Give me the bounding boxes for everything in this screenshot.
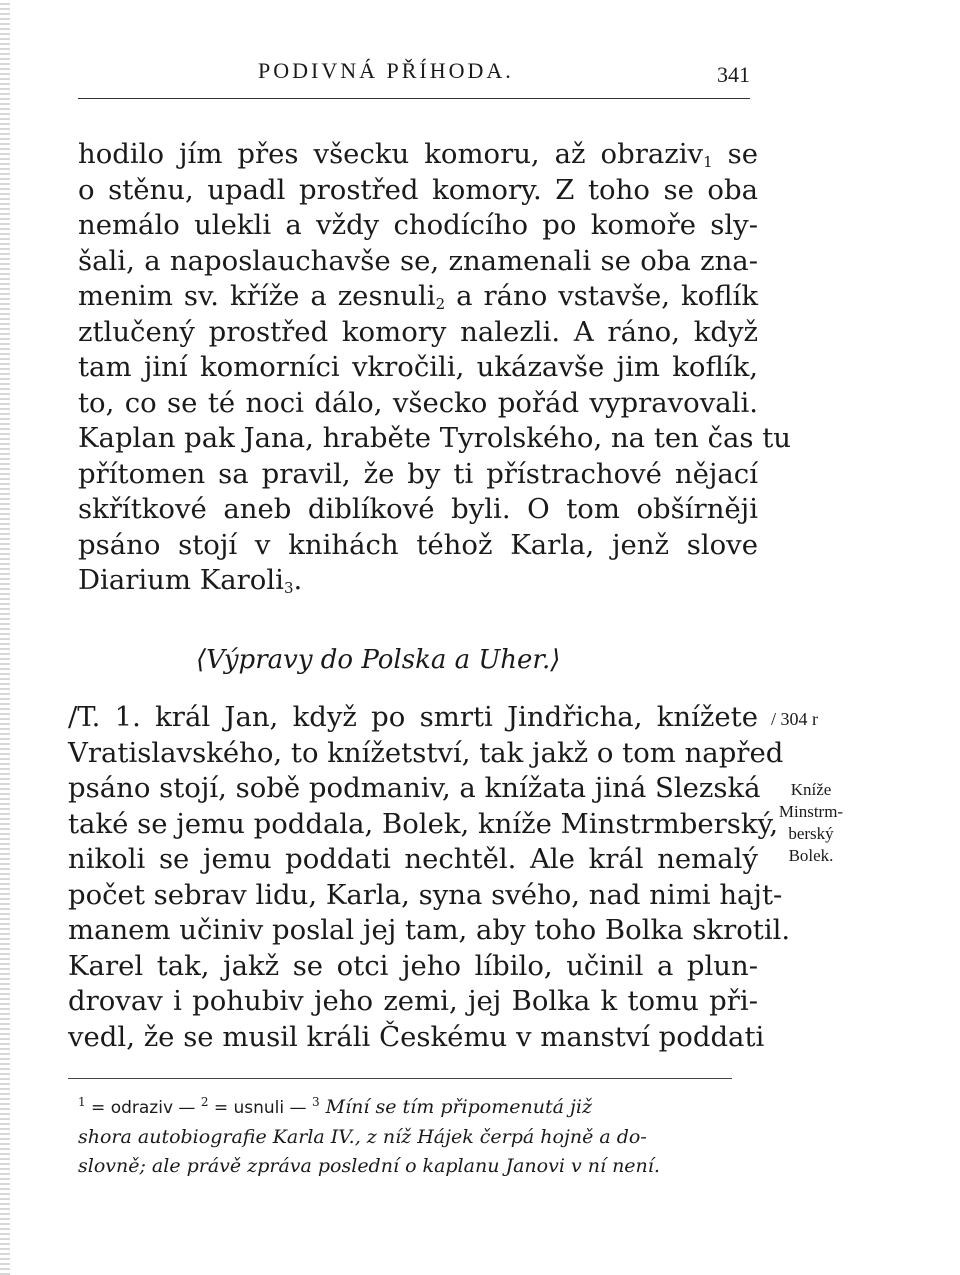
scan-edge-texture — [0, 0, 10, 1275]
running-head-title: PODIVNÁ PŘÍHODA. — [258, 58, 514, 83]
footnote-line: shora autobiografie Karla IV., z níž Hájek čerpá hojně a do- — [78, 1126, 647, 1148]
footnote-divider — [68, 1078, 732, 1079]
text-line: hodilo jím přes všecku komoru, až obraziv$_1$ se — [78, 138, 758, 171]
text-line: Karel tak, jakž se otci jeho líbilo, učinil a plun- — [68, 949, 758, 982]
text-line: drovav i pohubiv jeho zemi, jej Bolka k tomu při- — [68, 985, 758, 1017]
footnote-line: $^1$ = odraziv — $^2$ = usnuli — $^3$ Míní se tím připomenutá již — [78, 1095, 592, 1118]
text-line: manem učiniv poslal jej tam, aby toho Bolka skrotil. — [68, 914, 791, 946]
text-line: psáno stojí v knihách téhož Karla, jenž slove — [78, 528, 758, 561]
text-line: /T. 1. král Jan, když po smrti Jindřicha, knížete — [68, 701, 758, 733]
text-line: nemálo ulekli a vždy chodícího po komoře sly- — [78, 209, 758, 241]
margin-note-line: Minstrm- — [778, 802, 844, 821]
text-line-last: Diarium Karoli$_3$. — [78, 564, 303, 597]
footnotes — [78, 1093, 732, 1181]
running-head — [78, 52, 750, 99]
section-heading: ⟨Výpravy do Polska a Uher.⟩ — [196, 645, 561, 675]
paragraph-continuation — [68, 137, 792, 599]
text-line: také se jemu poddala, Bolek, kníže Minstrmberský, — [68, 807, 779, 840]
text-line: to, co se té noci dálo, všecko pořád vypravovali. — [78, 386, 758, 419]
margin-note-line: Kníže — [790, 780, 832, 799]
text-line: psáno stojí, sobě podmaniv, a knížata jiná Slezská — [68, 772, 761, 804]
manuscript-folio-reference: / 304 r — [771, 709, 818, 729]
text-line: tam jiní komorníci vkročili, ukázavše jim koflík, — [78, 351, 758, 383]
text-line: Vratislavského, to knížetství, tak jakž o tom napřed — [68, 736, 784, 769]
text-line: ztlučený prostřed komory nalezli. A ráno, když — [78, 315, 758, 348]
text-line: počet sebrav lidu, Karla, syna svého, nad nimi hajt- — [68, 878, 783, 911]
margin-note — [756, 779, 866, 867]
text-line: nikoli se jemu poddati nechtěl. Ale král nemalý — [68, 843, 758, 875]
text-line: šali, a naposlauchavše se, znamenali se oba zna- — [78, 244, 758, 277]
text-line: vedl, že se musil králi Českému v manství poddati — [68, 1020, 765, 1053]
text-line: Kaplan pak Jana, hraběte Tyrolského, na ten čas tu — [78, 422, 792, 454]
page-number: 341 — [717, 62, 750, 87]
margin-note-line: Bolek. — [788, 846, 834, 865]
text-line: přítomen sa pravil, že by ti přístrachové nějací — [78, 457, 758, 490]
text-line: menim sv. kříže a zesnuli$_2$ a ráno vstavše, koflík — [78, 280, 758, 313]
footnote-line: slovně; ale právě zpráva poslední o kaplanu Janovi v ní není. — [78, 1155, 660, 1177]
text-line: skřítkové aneb diblíkové byli. O tom obšírněji — [78, 493, 758, 525]
text-line: o stěnu, upadl prostřed komory. Z toho se oba — [78, 173, 758, 206]
margin-note-line: berský — [788, 824, 834, 843]
paragraph-main — [68, 700, 791, 1055]
